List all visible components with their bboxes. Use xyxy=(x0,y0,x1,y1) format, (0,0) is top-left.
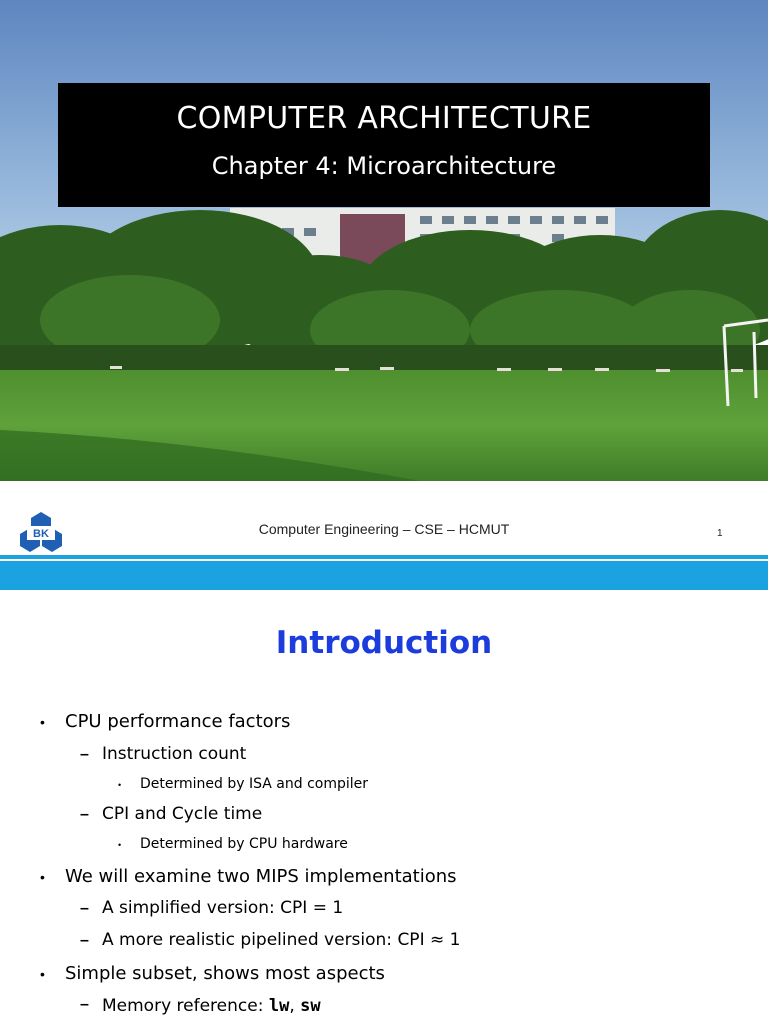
code-separator: , xyxy=(289,996,301,1016)
bullet-level2: A more realistic pipelined version: CPI ≈ 1 xyxy=(102,930,461,950)
bullet-level1: Simple subset, shows most aspects xyxy=(65,963,385,984)
slide-title: COMPUTER ARCHITECTURE xyxy=(176,101,592,136)
bullet-dot: • xyxy=(40,714,45,730)
code-lw: lw xyxy=(268,996,290,1016)
bullet-level2: Instruction count xyxy=(102,744,247,764)
page-number: 1 xyxy=(717,528,723,539)
footer-text: Computer Engineering – CSE – HCMUT xyxy=(258,521,510,537)
title-box xyxy=(58,83,710,207)
bullet-dot: • xyxy=(118,840,122,850)
bullet-level2: A simplified version: CPI = 1 xyxy=(102,898,344,918)
code-sw: sw xyxy=(300,996,321,1016)
slide-subtitle: Chapter 4: Microarchitecture xyxy=(211,152,557,180)
campus-photo-illustration xyxy=(0,0,768,481)
footer-band xyxy=(0,561,768,590)
slide-heading: Introduction xyxy=(275,625,493,661)
bullet-level3: Determined by CPU hardware xyxy=(140,836,348,852)
introduction-slide xyxy=(0,590,768,1024)
bullet-dot: • xyxy=(40,869,45,885)
bullet-dash: – xyxy=(80,746,89,763)
bullet-dash: – xyxy=(80,932,89,949)
bullet-level1: We will examine two MIPS implementations xyxy=(65,866,457,887)
bullet-dot: • xyxy=(40,966,45,982)
bullet-dash: – xyxy=(80,900,89,917)
bullet-level1: CPU performance factors xyxy=(65,711,291,732)
logo-text: BK xyxy=(33,528,49,540)
bullet-level2 xyxy=(102,996,321,1016)
bullet-dash: – xyxy=(80,806,89,823)
bullet-level3: Determined by ISA and compiler xyxy=(140,776,369,792)
campus-photo xyxy=(0,0,768,481)
bullet-dash: – xyxy=(80,996,89,1013)
bullet-level2: CPI and Cycle time xyxy=(102,804,263,824)
footer-band-thin xyxy=(0,555,768,559)
bullet-dot: • xyxy=(118,780,122,790)
bullet-text: Memory reference: xyxy=(102,996,269,1016)
